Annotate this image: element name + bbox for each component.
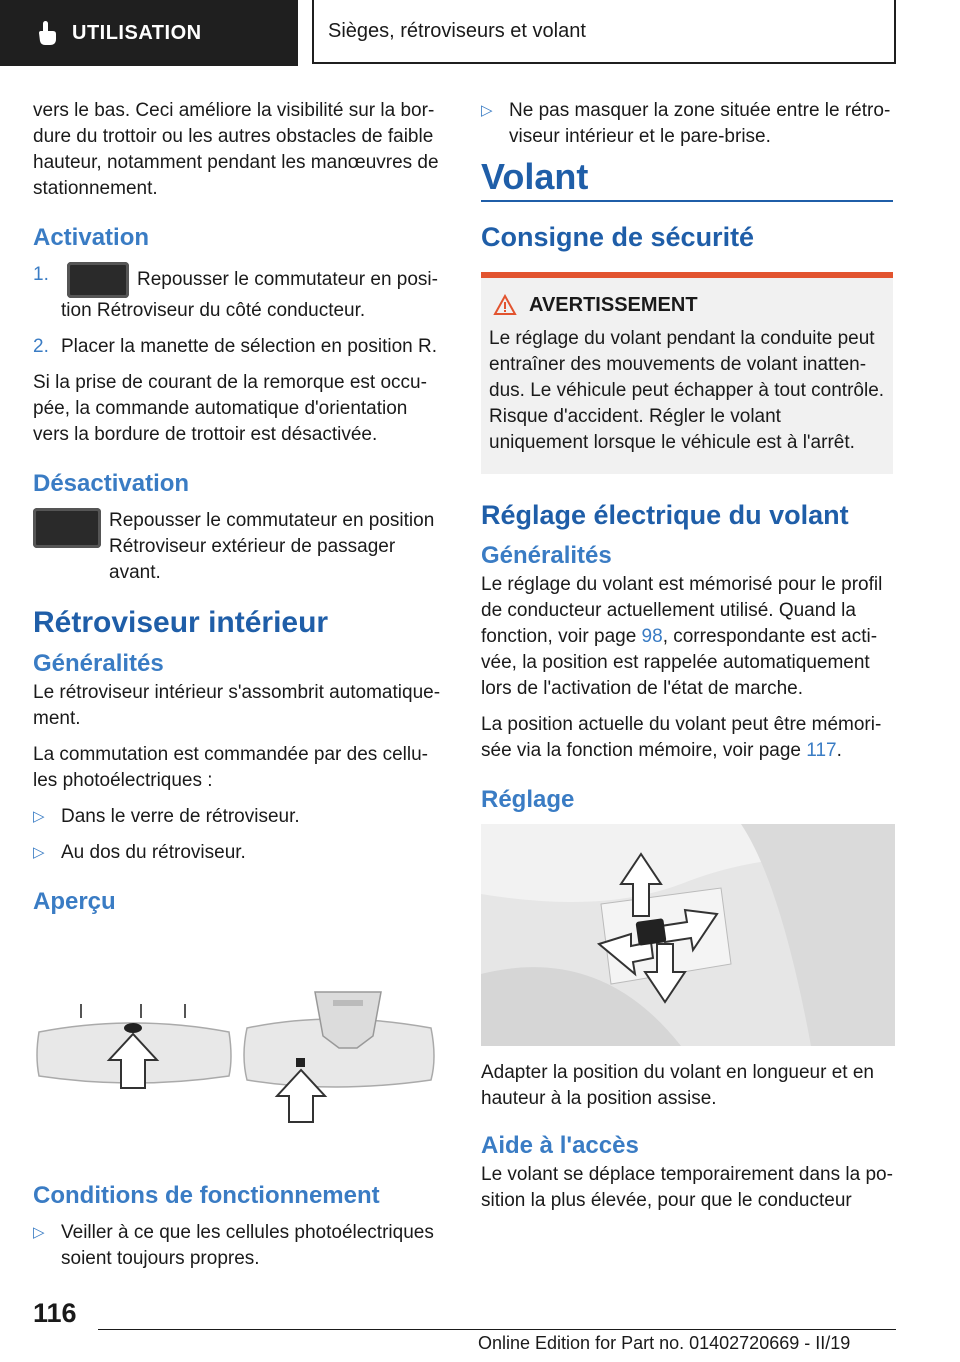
adjust-text: Adapter la position du volant en longueur et en hauteur à la position assise. [481, 1062, 874, 1109]
general-paragraph-2: La commutation est commandée par des cellules photoélectriques : [33, 744, 428, 791]
general-heading-left: Généralités [33, 650, 164, 677]
left-column [33, 98, 445, 1282]
section-tab[interactable] [0, 0, 298, 66]
list-item [33, 804, 445, 830]
page-link-117[interactable]: 117 [806, 740, 837, 761]
triangle-bullet-icon: ▷ [33, 1224, 45, 1241]
activation-heading: Activation [33, 224, 150, 251]
page-link-98[interactable]: 98 [641, 626, 663, 647]
general-paragraph-1: Le rétroviseur intérieur s'assombrit automatiquement. [33, 682, 441, 729]
steering-column-image [481, 824, 895, 1046]
electric-adjust-heading: Réglage électrique du volant [481, 500, 849, 530]
steering-adjust-illustration [481, 824, 895, 1046]
step-text [61, 262, 445, 324]
interior-mirror-image [33, 948, 445, 1148]
footer-divider [98, 1329, 896, 1330]
list-item [33, 1220, 445, 1272]
footer-edition: Online Edition for Part no. 01402720669 - II/19 [478, 1333, 851, 1353]
conditions-heading: Conditions de fonctionnement [33, 1182, 380, 1209]
step-number: 2. [33, 336, 49, 357]
interior-mirror-heading: Rétroviseur intérieur [33, 606, 329, 639]
page-header [0, 0, 960, 68]
general-paragraph-right-2 [481, 712, 893, 764]
access-heading: Aide à l'accès [481, 1132, 639, 1159]
chapter-tab[interactable] [312, 0, 896, 64]
step-2-text: Placer la manette de sélection en position R. [61, 336, 437, 357]
passenger-switch-icon [33, 508, 101, 548]
warning-title [489, 292, 885, 318]
right-column [481, 98, 893, 1224]
overview-heading: Aperçu [33, 888, 116, 915]
deactivation-heading: Désactivation [33, 470, 190, 497]
step-2 [33, 334, 445, 360]
triangle-bullet-icon: ▷ [33, 808, 45, 825]
mirror-switch-icon [67, 262, 129, 298]
text-segment: Le réglage du volant est mémorisé pour le profil de conducteur actuellement utilisé. Quand la fonction, voir page [481, 574, 883, 647]
chapter-label: Sièges, rétroviseurs et volant [328, 19, 586, 42]
text-segment: , correspondante est activée, la position est rappelée automatiquement lors de l'activation de l'état de marche. [481, 626, 878, 699]
warning-triangle-icon [493, 294, 517, 316]
adjust-heading: Réglage [481, 786, 575, 813]
safety-heading: Consigne de sécurité [481, 222, 755, 252]
list-item [481, 98, 893, 150]
triangle-bullet-icon: ▷ [33, 844, 45, 861]
access-text: Le volant se déplace temporairement dans la position la plus élevée, pour que le conducteur [481, 1164, 893, 1211]
general-heading-right: Généralités [481, 542, 612, 569]
triangle-bullet-icon: ▷ [481, 102, 493, 119]
warning-box [481, 272, 893, 474]
list-item [33, 840, 445, 866]
activation-note: Si la prise de courant de la remorque est occupée, la commande automatique d'orientation vers la bordure de trottoir est désactivée. [33, 372, 427, 445]
step-number: 1. [33, 264, 49, 285]
step-1 [33, 262, 445, 324]
page-number: 116 [33, 1298, 77, 1328]
general-paragraph-right-1 [481, 572, 893, 702]
volant-heading: Volant [481, 164, 893, 202]
warning-text: Le réglage du volant pendant la conduite peut entraîner des mouvements de volant inattendus. Le véhicule peut échapper à tout contrôle. Risque d'accident. Régler le volant uniquement lorsque le véhicule est à l'arrêt. [489, 328, 885, 453]
bullet-text: Ne pas masquer la zone située entre le rétroviseur intérieur et le pare-brise. [509, 100, 891, 147]
bullet-text: Au dos du rétroviseur. [61, 842, 246, 863]
intro-paragraph: vers le bas. Ceci améliore la visibilité sur la bordure du trottoir ou les autres obstacles de faible hauteur, notamment pendant les manœuvres de stationnement. [33, 100, 439, 199]
bullet-text: Dans le verre de rétroviseur. [61, 806, 300, 827]
text-segment: La position actuelle du volant peut être mémorisée via la fonction mémoire, voir page [481, 714, 882, 761]
section-label: UTILISATION [72, 21, 202, 44]
text-segment: . [836, 740, 842, 761]
deactivation-row [33, 508, 445, 586]
touch-hand-icon [36, 20, 58, 46]
bullet-text: Veiller à ce que les cellules photoélectriques soient toujours propres. [61, 1222, 434, 1269]
warning-label: AVERTISSEMENT [529, 294, 698, 316]
mirror-illustration [33, 948, 445, 1148]
step-1-text: Repousser le commutateur en position Rétroviseur du côté conducteur. [61, 269, 438, 321]
deactivation-text: Repousser le commutateur en position Rétroviseur extérieur de passager avant. [109, 510, 435, 583]
